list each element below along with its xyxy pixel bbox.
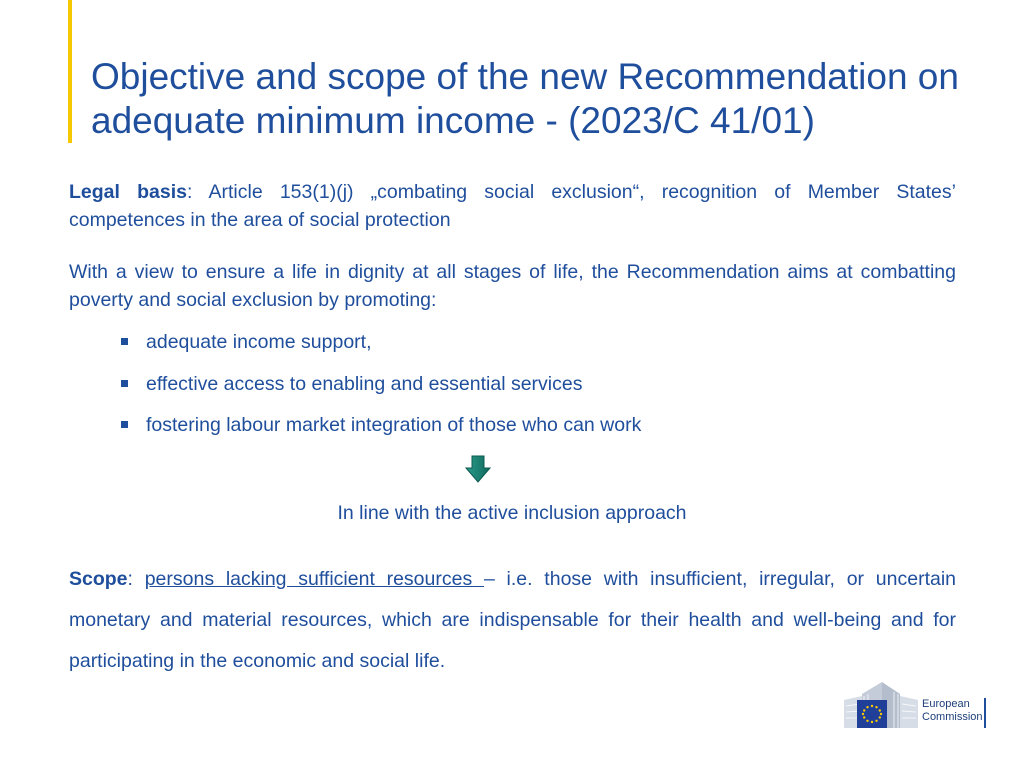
scope-text: – i.e. those with insufficient, irregular, or uncertain monetary and material resources, which are indispensable for their health and well-being and for participating in the economic and social life. (69, 568, 957, 672)
legal-basis-separator: : (186, 181, 209, 203)
title-accent-bar (68, 0, 72, 143)
scope-paragraph (69, 559, 956, 682)
square-bullet-icon (121, 421, 128, 428)
active-inclusion-note: In line with the active inclusion approach (337, 502, 687, 524)
list-item-text: fostering labour market integration of those who can work (146, 414, 642, 436)
objectives-list (120, 328, 641, 453)
intro-paragraph: With a view to ensure a life in dignity at all stages of life, the Recommendation aims at combatting poverty and social exclusion by promoting: (69, 261, 956, 311)
logo-line-2: Commission (922, 711, 983, 723)
slide-title: Objective and scope of the new Recommendation on adequate minimum income - (2023/C 41/01) (91, 56, 959, 141)
legal-basis-paragraph (69, 178, 956, 234)
scope-separator: : (127, 568, 145, 590)
square-bullet-icon (121, 380, 128, 387)
logo-divider (984, 698, 986, 728)
scope-label: Scope (69, 568, 128, 590)
legal-basis-text: Article 153(1)(j) „combating social exclusion“, recognition of Member States’ competences in the area of social protection (69, 181, 956, 231)
logo-line-1: European (922, 698, 970, 710)
list-item (120, 370, 641, 412)
logo-wordmark (922, 698, 983, 724)
arrow-down-icon (465, 455, 491, 483)
list-item-text: effective access to enabling and essential services (146, 372, 583, 395)
list-item-text: adequate income support, (146, 331, 372, 353)
scope-target-group: persons lacking sufficient resources (144, 568, 484, 590)
square-bullet-icon (121, 338, 128, 345)
commission-building-icon (840, 676, 920, 732)
legal-basis-label: Legal basis (69, 181, 187, 203)
list-item (120, 328, 641, 370)
list-item (120, 411, 641, 453)
european-commission-logo (840, 676, 990, 732)
